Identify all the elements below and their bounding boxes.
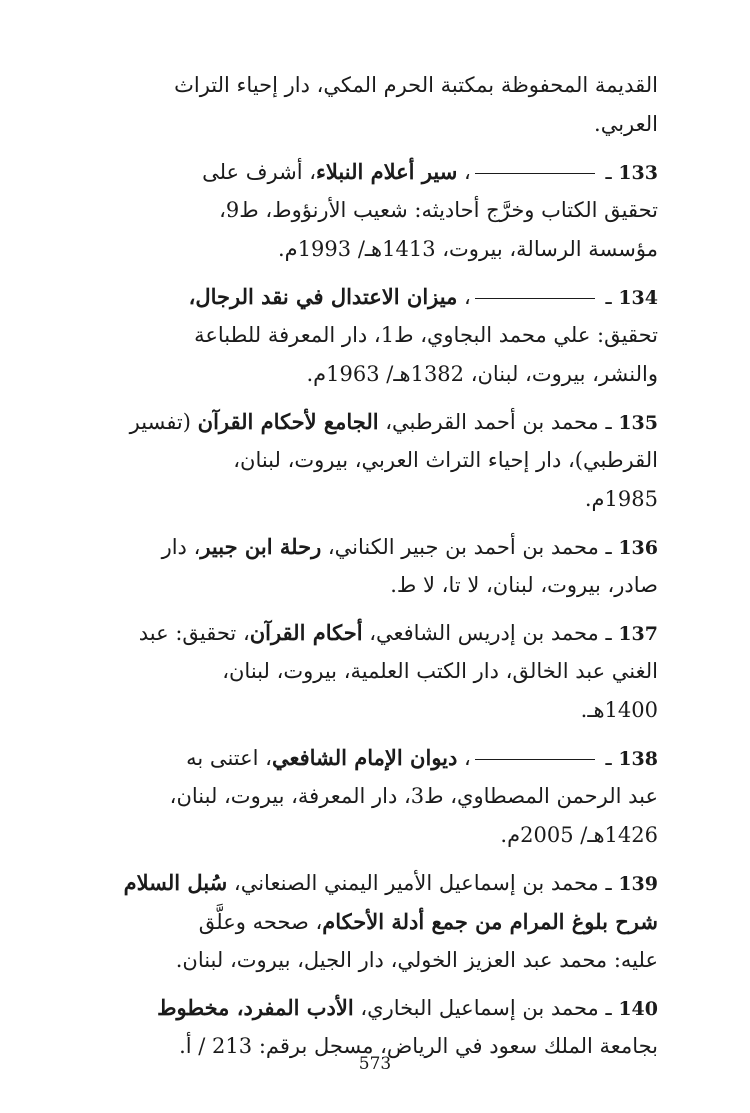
text-line: القرطبي)، دار إحياء التراث العربي، بيروت، لبنان، (233, 448, 658, 472)
text-line: عبد الرحمن المصطاوي، ط3، دار المعرفة، بيروت، لبنان، (169, 784, 658, 808)
entry-punct: ، (457, 160, 471, 184)
text-line: 1985م. (584, 487, 658, 511)
entry-subtitle: شرح بلوغ المرام من جمع أدلة الأحكام (322, 909, 658, 934)
entry-separator: ـ (598, 535, 619, 559)
entry-first-line (88, 863, 658, 902)
entry-separator: ـ (598, 285, 619, 309)
entry-number: 133 (618, 162, 658, 184)
entry-author: محمد بن إسماعيل البخاري، (353, 996, 599, 1020)
entry-title: سير أعلام النبلاء (316, 159, 458, 184)
entry-author: محمد بن إسماعيل الأمير اليمني الصنعاني، (227, 871, 599, 895)
text-line: تحقيق: علي محمد البجاوي، ط1، دار المعرفة للطباعة (194, 323, 658, 347)
text-line: 1426هـ/ 2005م. (500, 823, 658, 847)
bibliography-entry-135 (88, 402, 658, 519)
entry-rest: ، أشرف على (202, 160, 316, 184)
ditto-rule (475, 298, 595, 299)
entry-rest: ، اعتنى به (186, 746, 272, 770)
entry-rest: (تفسير (129, 410, 198, 434)
text-line: والنشر، بيروت، لبنان، 1382هـ/ 1963م. (306, 362, 658, 386)
text-line: صادر، بيروت، لبنان، لا تا، لا ط. (390, 573, 658, 597)
entry-rest: ، دار (161, 535, 201, 559)
entry-rest: ، تحقيق: عبد (138, 621, 250, 645)
entry-title: سُبل السلام (123, 870, 228, 895)
bibliography-list (88, 66, 658, 1066)
entry-author: محمد بن إدريس الشافعي، (362, 621, 599, 645)
entry-separator: ـ (598, 746, 619, 770)
bibliography-entry-133 (88, 152, 658, 269)
text-line: 1400هـ. (580, 698, 658, 722)
bibliography-entry-136 (88, 527, 658, 605)
entry-author: محمد بن أحمد بن جبير الكناني، (321, 535, 599, 559)
text-line: عليه: محمد عبد العزيز الخولي، دار الجيل، بيروت، لبنان. (175, 948, 658, 972)
entry-separator: ـ (598, 410, 619, 434)
entry-separator: ـ (598, 621, 619, 645)
bibliography-entry-138 (88, 738, 658, 855)
ditto-rule (475, 759, 595, 760)
entry-first-line (88, 613, 658, 652)
text-line: مؤسسة الرسالة، بيروت، 1413هـ/ 1993م. (278, 237, 658, 261)
ditto-rule (475, 173, 595, 174)
entry-title: أحكام القرآن (249, 620, 363, 645)
entry-number: 138 (618, 748, 658, 770)
entry-title: ديوان الإمام الشافعي (271, 745, 458, 770)
entry-rest: ، صححه وعلَّق (198, 910, 323, 934)
lead-paragraph (88, 66, 658, 144)
entry-title: ميزان الاعتدال في نقد الرجال، (188, 284, 458, 309)
entry-first-line (88, 527, 658, 566)
text-line: العربي. (594, 112, 658, 136)
entry-number: 137 (618, 623, 658, 645)
entry-separator: ـ (598, 996, 619, 1020)
entry-first-line (88, 277, 658, 316)
entry-number: 136 (618, 537, 658, 559)
bibliography-entry-137 (88, 613, 658, 730)
entry-separator: ـ (598, 871, 619, 895)
text-line: بجامعة الملك سعود في الرياض، مسجل برقم: 213 / أ. (179, 1034, 658, 1058)
text-line: الغني عبد الخالق، دار الكتب العلمية، بيروت، لبنان، (222, 659, 658, 683)
entry-author: محمد بن أحمد القرطبي، (378, 410, 599, 434)
entry-title: رحلة ابن جبير (200, 534, 322, 559)
text-line: القديمة المحفوظة بمكتبة الحرم المكي، دار إحياء التراث (174, 73, 658, 97)
entry-first-line (88, 988, 658, 1027)
page-number: 573 (358, 1054, 392, 1074)
entry-number: 134 (618, 287, 658, 309)
entry-number: 135 (618, 412, 658, 434)
bibliography-entry-139 (88, 863, 658, 980)
entry-first-line (88, 402, 658, 441)
entry-punct: ، (457, 746, 471, 770)
entry-number: 139 (618, 873, 658, 895)
entry-second-line (88, 902, 658, 941)
entry-separator: ـ (598, 160, 619, 184)
bibliography-entry-134 (88, 277, 658, 394)
text-line: تحقيق الكتاب وخرَّج أحاديثه: شعيب الأرنؤوط، ط9، (219, 198, 658, 222)
entry-title: الجامع لأحكام القرآن (197, 409, 379, 434)
entry-first-line (88, 152, 658, 191)
entry-number: 140 (618, 998, 658, 1020)
entry-punct: ، (457, 285, 471, 309)
entry-first-line (88, 738, 658, 777)
entry-title: الأدب المفرد، مخطوط (157, 995, 354, 1020)
